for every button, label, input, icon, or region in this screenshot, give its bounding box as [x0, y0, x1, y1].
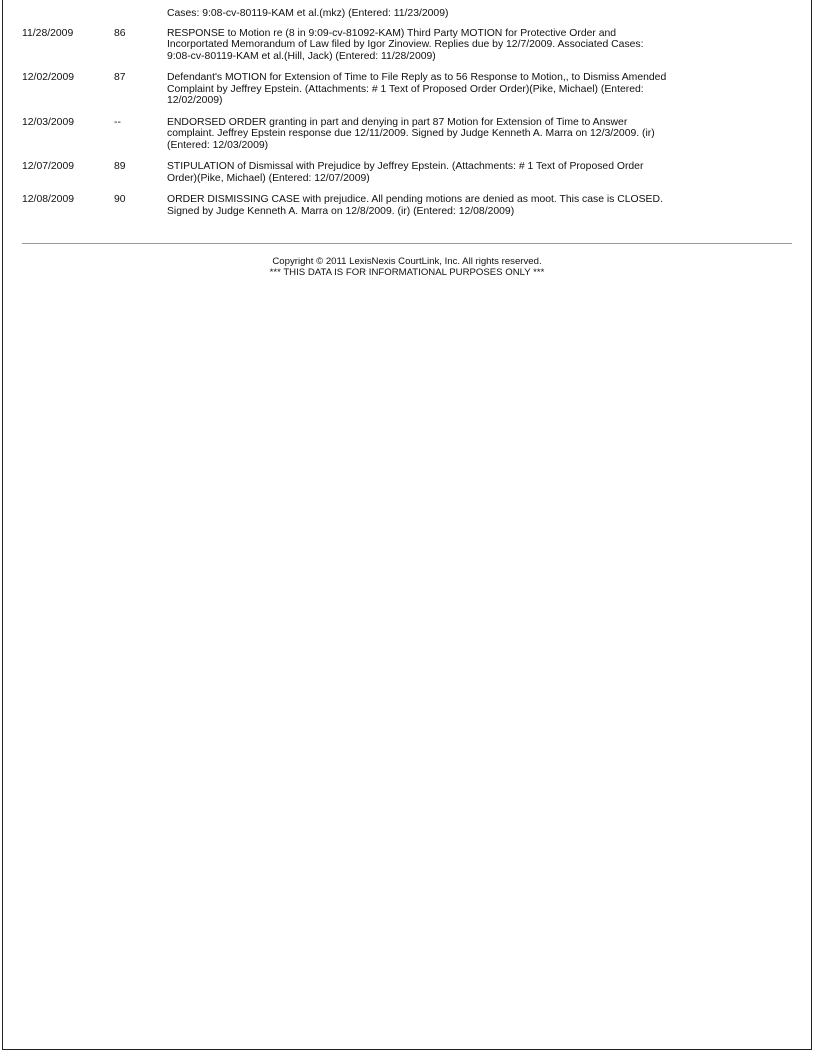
docket-entry: [22, 28, 792, 63]
entry-number: --: [114, 116, 121, 128]
entry-number: 86: [114, 27, 126, 39]
entry-date: [22, 8, 114, 20]
docket-entry: [22, 161, 792, 184]
docket-entries: [22, 8, 792, 227]
footer-divider: [22, 243, 792, 244]
entry-date: 12/07/2009: [22, 161, 75, 172]
entry-date: 12/02/2009: [22, 72, 75, 83]
entry-text: STIPULATION of Dismissal with Prejudice by Jeffrey Epstein. (Attachments: # 1 Text of Proposed Order Order)(Pike, Michael) (Entered: 12/07/2009): [167, 161, 644, 184]
entry-text: RESPONSE to Motion re (8 in 9:09-cv-81092-KAM) Third Party MOTION for Protective Order and Incorportated Memorandum of Law filed by Igor Zinoview. Replies due by 12/7/2009. Associated Cases: 9:08-cv-80119-KAM et al.(Hill, Jack) (Entered: 11/28/2009): [167, 27, 644, 62]
entry-date: 11/28/2009: [22, 27, 74, 39]
entry-date: 12/08/2009: [22, 194, 75, 205]
docket-entry: [22, 194, 792, 217]
informational-disclaimer: *** THIS DATA IS FOR INFORMATIONAL PURPOSES ONLY ***: [269, 267, 545, 278]
entry-number: [114, 8, 167, 20]
docket-entry-continuation: [22, 8, 792, 20]
entry-number: 90: [114, 194, 126, 205]
docket-entry: [22, 72, 792, 107]
copyright-notice: Copyright © 2011 LexisNexis CourtLink, Inc. All rights reserved.: [272, 256, 542, 267]
entry-text: Cases: 9:08-cv-80119-KAM et al.(mkz) (Entered: 11/23/2009): [167, 8, 449, 19]
page-footer: [22, 256, 792, 278]
docket-entry: [22, 117, 792, 152]
entry-text: Defendant's MOTION for Extension of Time to File Reply as to 56 Response to Motion,, to Dismiss Amended Complaint by Jeffrey Epstein. (Attachments: # 1 Text of Proposed Order Order)(Pike, Michael) (Entered: 12/02/2009): [167, 72, 667, 106]
entry-date: 12/03/2009: [22, 116, 75, 128]
entry-text: ORDER DISMISSING CASE with prejudice. All pending motions are denied as moot. This case is CLOSED. Signed by Judge Kenneth A. Marra on 12/8/2009. (ir) (Entered: 12/08/2009): [167, 194, 663, 217]
entry-number: 87: [114, 72, 126, 83]
entry-number: 89: [114, 161, 126, 172]
entry-text: ENDORSED ORDER granting in part and denying in part 87 Motion for Extension of Time to Answer complaint. Jeffrey Epstein response due 12/11/2009. Signed by Judge Kenneth A. Marra on 12/3/2009. (ir) (Entered: 12/03/2009): [167, 116, 655, 151]
